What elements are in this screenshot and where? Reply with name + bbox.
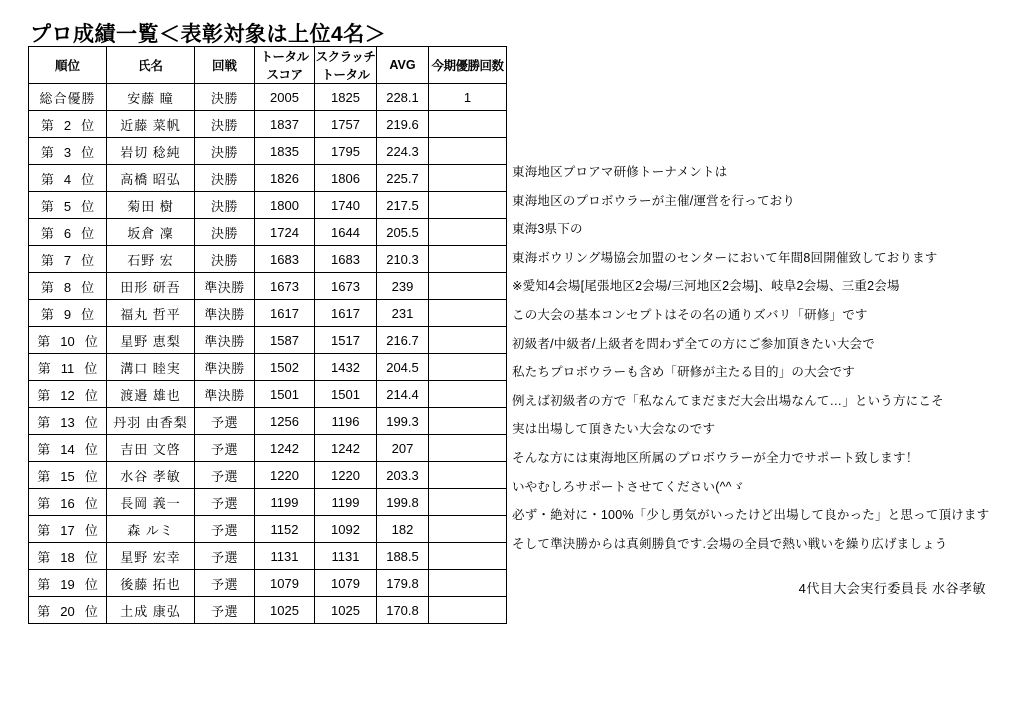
table-row: [29, 408, 507, 435]
cell-total-score: 1501: [255, 381, 315, 408]
cell-rank: [29, 570, 107, 597]
cell-rank: [29, 597, 107, 624]
cell-season-wins: [429, 381, 507, 408]
cell-total-score: 1025: [255, 597, 315, 624]
cell-season-wins: [429, 516, 507, 543]
cell-season-wins: [429, 246, 507, 273]
rank-prefix: 第: [37, 360, 51, 376]
cell-avg: 210.3: [377, 246, 429, 273]
rank-number: 13: [60, 414, 75, 430]
table-row: [29, 597, 507, 624]
cell-scratch-total: 1673: [315, 273, 377, 300]
cell-rank: [29, 516, 107, 543]
rank-suffix: 位: [84, 387, 98, 403]
cell-rank: [29, 300, 107, 327]
cell-scratch-total: 1757: [315, 111, 377, 138]
rank-number: 18: [60, 549, 75, 565]
table-header-row: [29, 47, 507, 84]
table-row: [29, 543, 507, 570]
rank-prefix: 第: [37, 333, 51, 349]
rank-prefix: 第: [40, 117, 54, 133]
cell-avg: 205.5: [377, 219, 429, 246]
rank-suffix: 位: [84, 414, 98, 430]
cell-name: 渡邉 雄也: [107, 381, 195, 408]
rank-suffix: 位: [84, 468, 98, 484]
rank-prefix: 第: [37, 603, 51, 619]
rank-suffix: 位: [84, 360, 98, 376]
note-line: 東海ボウリング場協会加盟のセンターにおいて年間8回開催致しております: [512, 250, 938, 265]
cell-total-score: 1673: [255, 273, 315, 300]
rank-prefix: 第: [37, 549, 51, 565]
rank-number: 14: [60, 441, 75, 457]
rank-number: 4: [63, 171, 72, 187]
cell-season-wins: [429, 543, 507, 570]
cell-name: 近藤 菜帆: [107, 111, 195, 138]
cell-rank: [29, 138, 107, 165]
cell-round: 予選: [195, 597, 255, 624]
rank-suffix: 位: [84, 333, 98, 349]
table-body: [29, 84, 507, 624]
rank-suffix: 位: [84, 603, 98, 619]
cell-round: 予選: [195, 408, 255, 435]
cell-season-wins: [429, 435, 507, 462]
note-line: この大会の基本コンセプトはその名の通りズバリ「研修」です: [512, 307, 868, 322]
cell-name: 吉田 文啓: [107, 435, 195, 462]
note-line: 東海3県下の: [512, 222, 583, 237]
cell-total-score: 1617: [255, 300, 315, 327]
column-header-name: 氏名: [107, 47, 195, 84]
table-row: [29, 192, 507, 219]
cell-avg: 207: [377, 435, 429, 462]
cell-total-score: 1256: [255, 408, 315, 435]
rank-prefix: 第: [37, 468, 51, 484]
cell-total-score: 1131: [255, 543, 315, 570]
cell-round: 予選: [195, 516, 255, 543]
rank-prefix: 第: [40, 252, 54, 268]
cell-season-wins: [429, 354, 507, 381]
cell-name: 安藤 瞳: [107, 84, 195, 111]
cell-round: 予選: [195, 570, 255, 597]
cell-name: 田形 研吾: [107, 273, 195, 300]
cell-rank: [29, 327, 107, 354]
signature-line: 4代目大会実行委員長 水谷孝敏: [798, 581, 986, 596]
cell-round: 予選: [195, 435, 255, 462]
column-header-avg: AVG: [377, 47, 429, 84]
cell-season-wins: [429, 570, 507, 597]
cell-scratch-total: 1199: [315, 489, 377, 516]
cell-rank: [29, 543, 107, 570]
cell-rank: [29, 408, 107, 435]
cell-avg: 182: [377, 516, 429, 543]
rank-suffix: 位: [81, 117, 95, 133]
rank-number: 10: [60, 333, 75, 349]
cell-season-wins: [429, 489, 507, 516]
rank-number: 15: [60, 468, 75, 484]
cell-avg: 204.5: [377, 354, 429, 381]
cell-avg: 216.7: [377, 327, 429, 354]
note-line: そして準決勝からは真剣勝負です.会場の全員で熱い戦いを繰り広げましょう: [512, 536, 948, 551]
cell-scratch-total: 1740: [315, 192, 377, 219]
rank-suffix: 位: [81, 198, 95, 214]
note-line: 必ず・絶対に・100%「少し勇気がいったけど出場して良かった」と思って頂けます: [512, 508, 990, 523]
cell-scratch-total: 1644: [315, 219, 377, 246]
rank-number: 16: [60, 495, 75, 511]
rank-number: 8: [63, 279, 72, 295]
cell-rank: [29, 219, 107, 246]
cell-avg: 239: [377, 273, 429, 300]
cell-round: 準決勝: [195, 327, 255, 354]
table-row: [29, 489, 507, 516]
cell-round: 準決勝: [195, 354, 255, 381]
cell-scratch-total: 1079: [315, 570, 377, 597]
cell-rank: [29, 462, 107, 489]
rank-prefix: 第: [40, 198, 54, 214]
cell-name: 高橋 昭弘: [107, 165, 195, 192]
rank-suffix: 位: [81, 225, 95, 241]
table-row: [29, 570, 507, 597]
rank-number: 2: [63, 117, 72, 133]
rank-suffix: 位: [84, 441, 98, 457]
table-row: [29, 327, 507, 354]
rank-number: 3: [63, 144, 72, 160]
cell-season-wins: [429, 408, 507, 435]
cell-round: 準決勝: [195, 300, 255, 327]
cell-scratch-total: 1196: [315, 408, 377, 435]
cell-total-score: 1502: [255, 354, 315, 381]
cell-avg: 225.7: [377, 165, 429, 192]
cell-round: 決勝: [195, 111, 255, 138]
cell-rank: [29, 246, 107, 273]
cell-season-wins: [429, 300, 507, 327]
cell-total-score: 1152: [255, 516, 315, 543]
rank-prefix: 第: [40, 171, 54, 187]
cell-name: 星野 宏幸: [107, 543, 195, 570]
rank-suffix: 位: [81, 144, 95, 160]
rank-prefix: 第: [40, 279, 54, 295]
cell-scratch-total: 1806: [315, 165, 377, 192]
cell-rank: [29, 111, 107, 138]
cell-round: 決勝: [195, 192, 255, 219]
cell-rank: [29, 489, 107, 516]
cell-scratch-total: 1795: [315, 138, 377, 165]
rank-suffix: 位: [84, 495, 98, 511]
cell-total-score: 1587: [255, 327, 315, 354]
cell-season-wins: [429, 327, 507, 354]
cell-rank: [29, 192, 107, 219]
cell-name: 森 ルミ: [107, 516, 195, 543]
rank-prefix: 第: [40, 306, 54, 322]
table-row: [29, 165, 507, 192]
cell-name: 長岡 義一: [107, 489, 195, 516]
cell-avg: 214.4: [377, 381, 429, 408]
table-row: [29, 462, 507, 489]
cell-round: 予選: [195, 489, 255, 516]
note-line: 初級者/中級者/上級者を問わず全ての方にご参加頂きたい大会で: [512, 336, 875, 351]
rank-prefix: 第: [40, 225, 54, 241]
rank-prefix: 第: [40, 144, 54, 160]
cell-scratch-total: 1617: [315, 300, 377, 327]
results-table: [28, 46, 507, 624]
note-line: 東海地区プロアマ研修トーナメントは: [512, 165, 728, 179]
rank-suffix: 位: [84, 549, 98, 565]
rank-number: 11: [60, 360, 75, 376]
cell-name: 溝口 睦実: [107, 354, 195, 381]
cell-season-wins: [429, 111, 507, 138]
table-row: [29, 219, 507, 246]
cell-round: 予選: [195, 462, 255, 489]
cell-rank: [29, 435, 107, 462]
rank-suffix: 位: [81, 306, 95, 322]
table-row: [29, 381, 507, 408]
cell-scratch-total: 1092: [315, 516, 377, 543]
cell-name: 丹羽 由香梨: [107, 408, 195, 435]
rank-suffix: 位: [81, 252, 95, 268]
rank-prefix: 第: [37, 414, 51, 430]
cell-total-score: 1835: [255, 138, 315, 165]
rank-number: 17: [60, 522, 75, 538]
cell-name: 石野 宏: [107, 246, 195, 273]
rank-number: 19: [60, 576, 75, 592]
cell-round: 決勝: [195, 138, 255, 165]
table-row: [29, 84, 507, 111]
rank-number: 12: [60, 387, 75, 403]
cell-avg: 203.3: [377, 462, 429, 489]
cell-season-wins: [429, 597, 507, 624]
cell-name: 後藤 拓也: [107, 570, 195, 597]
table-row: [29, 435, 507, 462]
cell-scratch-total: 1131: [315, 543, 377, 570]
cell-total-score: 1724: [255, 219, 315, 246]
note-line: ※愛知4会場[尾張地区2会場/三河地区2会場]、岐阜2会場、三重2会場: [512, 279, 900, 294]
rank-number: 9: [63, 306, 72, 322]
cell-total-score: 1683: [255, 246, 315, 273]
cell-rank: [29, 354, 107, 381]
cell-scratch-total: 1242: [315, 435, 377, 462]
note-line: そんな方には東海地区所属のプロボウラーが全力でサポート致します！: [512, 450, 919, 465]
cell-name: 土成 康弘: [107, 597, 195, 624]
rank-suffix: 位: [81, 279, 95, 295]
cell-scratch-total: 1501: [315, 381, 377, 408]
cell-total-score: 1242: [255, 435, 315, 462]
rank-suffix: 位: [81, 171, 95, 187]
cell-avg: 199.8: [377, 489, 429, 516]
cell-avg: 228.1: [377, 84, 429, 111]
cell-scratch-total: 1432: [315, 354, 377, 381]
cell-season-wins: [429, 165, 507, 192]
cell-round: 予選: [195, 543, 255, 570]
table-row: [29, 138, 507, 165]
cell-rank: [29, 84, 107, 111]
cell-avg: 219.6: [377, 111, 429, 138]
cell-avg: 170.8: [377, 597, 429, 624]
note-line: 例えば初級者の方で「私なんてまだまだ大会出場なんて…」という方にこそ: [512, 393, 944, 408]
table-row: [29, 273, 507, 300]
cell-round: 決勝: [195, 165, 255, 192]
cell-avg: 224.3: [377, 138, 429, 165]
cell-season-wins: 1: [429, 84, 507, 111]
cell-round: 決勝: [195, 246, 255, 273]
cell-avg: 199.3: [377, 408, 429, 435]
cell-avg: 217.5: [377, 192, 429, 219]
cell-total-score: 1199: [255, 489, 315, 516]
rank-prefix: 第: [37, 495, 51, 511]
table-row: [29, 111, 507, 138]
cell-rank: [29, 273, 107, 300]
column-header-round: 回戦: [195, 47, 255, 84]
rank-suffix: 位: [84, 522, 98, 538]
cell-total-score: 2005: [255, 84, 315, 111]
cell-round: 決勝: [195, 84, 255, 111]
table-row: [29, 246, 507, 273]
cell-season-wins: [429, 219, 507, 246]
note-line: 私たちプロボウラーも含め「研修が主たる目的」の大会です: [512, 365, 855, 380]
cell-total-score: 1800: [255, 192, 315, 219]
column-header-season-wins: 今期優勝回数: [429, 47, 507, 84]
cell-name: 菊田 樹: [107, 192, 195, 219]
cell-round: 準決勝: [195, 381, 255, 408]
cell-total-score: 1220: [255, 462, 315, 489]
cell-scratch-total: 1825: [315, 84, 377, 111]
rank-prefix: 第: [37, 522, 51, 538]
cell-rank: [29, 381, 107, 408]
rank-label: 総合優勝: [39, 90, 96, 106]
rank-prefix: 第: [37, 441, 51, 457]
page-title: プロ成績一覧＜表彰対象は上位4名＞: [30, 23, 387, 46]
rank-prefix: 第: [37, 387, 51, 403]
cell-scratch-total: 1025: [315, 597, 377, 624]
cell-total-score: 1826: [255, 165, 315, 192]
rank-number: 5: [63, 198, 72, 214]
table-row: [29, 354, 507, 381]
column-header-scratch-total: スクラッチトータル: [315, 47, 377, 84]
table-header: [29, 47, 507, 84]
cell-season-wins: [429, 192, 507, 219]
cell-scratch-total: 1220: [315, 462, 377, 489]
cell-name: 福丸 哲平: [107, 300, 195, 327]
rank-number: 6: [63, 225, 72, 241]
cell-total-score: 1837: [255, 111, 315, 138]
rank-suffix: 位: [84, 576, 98, 592]
cell-round: 準決勝: [195, 273, 255, 300]
cell-avg: 231: [377, 300, 429, 327]
note-line: 東海地区のプロボウラーが主催/運営を行っており: [512, 193, 796, 208]
rank-number: 7: [63, 252, 72, 268]
cell-avg: 179.8: [377, 570, 429, 597]
cell-name: 岩切 稔純: [107, 138, 195, 165]
cell-scratch-total: 1517: [315, 327, 377, 354]
rank-number: 20: [60, 603, 75, 619]
notes-block: [512, 158, 1012, 558]
column-header-rank: 順位: [29, 47, 107, 84]
note-line: 実は出場して頂きたい大会なのです: [512, 422, 716, 437]
cell-name: 星野 恵梨: [107, 327, 195, 354]
cell-scratch-total: 1683: [315, 246, 377, 273]
table-row: [29, 300, 507, 327]
cell-season-wins: [429, 273, 507, 300]
column-header-total-score: トータルスコア: [255, 47, 315, 84]
cell-total-score: 1079: [255, 570, 315, 597]
cell-name: 坂倉 凜: [107, 219, 195, 246]
cell-season-wins: [429, 138, 507, 165]
cell-rank: [29, 165, 107, 192]
cell-round: 決勝: [195, 219, 255, 246]
note-line: いやむしろサポートさせてください(^^ゞ: [512, 479, 745, 494]
cell-name: 水谷 孝敏: [107, 462, 195, 489]
table-row: [29, 516, 507, 543]
cell-avg: 188.5: [377, 543, 429, 570]
cell-season-wins: [429, 462, 507, 489]
rank-prefix: 第: [37, 576, 51, 592]
